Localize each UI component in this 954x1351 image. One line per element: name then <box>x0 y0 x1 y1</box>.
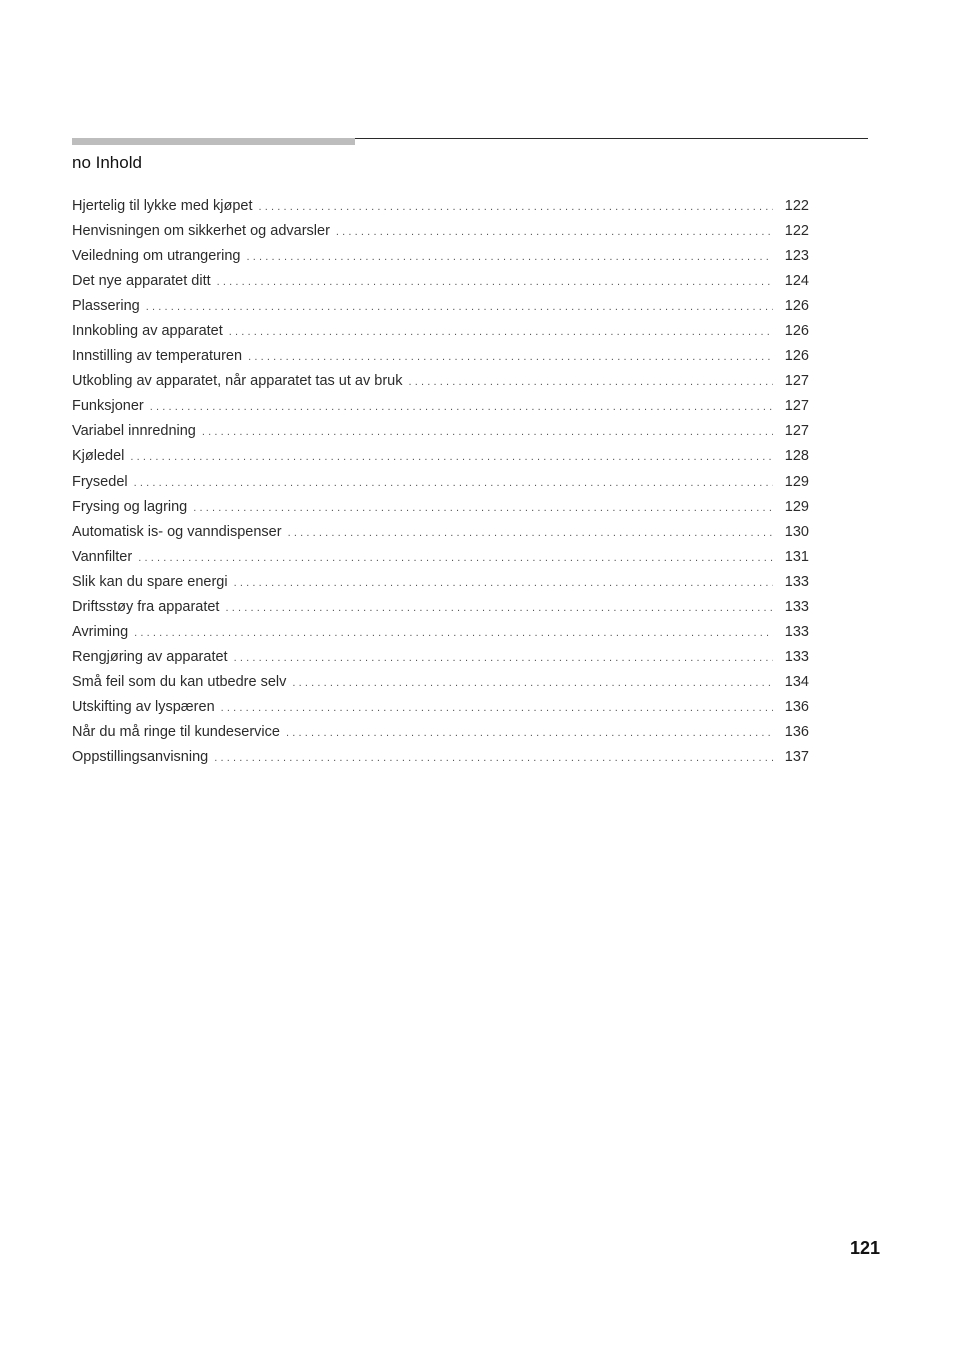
page-number: 121 <box>849 1238 880 1258</box>
toc-entry[interactable] <box>72 520 809 545</box>
toc-entry[interactable] <box>72 745 809 770</box>
toc-entry-title: Automatisk is- og vanndispenser <box>72 523 282 540</box>
toc-entry-title: Vannfilter <box>72 548 133 565</box>
toc-entry-page: 136 <box>784 723 809 740</box>
toc-entry-page: 122 <box>784 198 809 214</box>
toc-entry[interactable] <box>72 269 809 294</box>
toc-entry-page: 126 <box>784 348 809 365</box>
toc-leader-dots <box>229 320 773 345</box>
toc-entry[interactable] <box>72 470 809 495</box>
toc-entry-title: Innstilling av temperaturen <box>72 348 243 365</box>
toc-entry-page: 127 <box>784 398 809 415</box>
toc-entry[interactable] <box>72 294 809 319</box>
toc-entry-title: Kjøledel <box>72 448 125 465</box>
toc-entry[interactable] <box>72 495 809 520</box>
toc-entry-page: 130 <box>784 523 809 540</box>
toc-leader-dots <box>134 621 773 646</box>
toc-entry-page: 134 <box>784 673 809 690</box>
toc-leader-dots <box>202 420 773 445</box>
toc-entry-page: 129 <box>784 473 809 490</box>
toc-entry-page: 133 <box>784 648 809 665</box>
toc-leader-dots <box>292 671 773 696</box>
toc-entry-title: Slik kan du spare energi <box>72 573 228 590</box>
toc-leader-dots <box>259 195 774 220</box>
toc-entry-page: 133 <box>784 623 809 640</box>
toc-entry-title: Oppstillingsanvisning <box>72 749 209 766</box>
toc-leader-dots <box>134 471 773 496</box>
toc-entry[interactable] <box>72 194 809 219</box>
toc-leader-dots <box>225 596 773 621</box>
toc-leader-dots <box>146 295 773 320</box>
toc-leader-dots <box>234 571 773 596</box>
toc-entry-page: 127 <box>784 423 809 440</box>
toc-entry-title: Plassering <box>72 298 140 315</box>
header-accent-bar <box>72 138 355 145</box>
toc-leader-dots <box>286 721 773 746</box>
toc-entry-page: 129 <box>784 498 809 515</box>
toc-leader-dots <box>193 496 773 521</box>
toc-entry[interactable] <box>72 394 809 419</box>
toc-leader-dots <box>130 445 773 470</box>
page-title: no Inhold <box>72 153 142 172</box>
toc-entry-title: Veiledning om utrangering <box>72 248 241 265</box>
toc-entry[interactable] <box>72 344 809 369</box>
toc-leader-dots <box>217 270 773 295</box>
toc-entry-title: Utkobling av apparatet, når apparatet tas ut av bruk <box>72 373 403 390</box>
toc-entry-page: 122 <box>784 223 809 240</box>
toc-leader-dots <box>138 546 773 571</box>
toc-entry-page: 137 <box>784 749 809 766</box>
toc-entry-page: 133 <box>784 598 809 615</box>
toc-entry-title: Utskifting av lyspæren <box>72 698 215 715</box>
toc-entry-title: Avriming <box>72 623 129 640</box>
toc-entry[interactable] <box>72 219 809 244</box>
toc-entry-title: Når du må ringe til kundeservice <box>72 723 280 740</box>
toc-entry[interactable] <box>72 620 809 645</box>
toc-entry-title: Funksjoner <box>72 398 144 415</box>
toc-entry[interactable] <box>72 670 809 695</box>
toc-leader-dots <box>221 696 773 721</box>
toc-entry[interactable] <box>72 570 809 595</box>
toc-leader-dots <box>246 245 773 270</box>
toc-entry-page: 123 <box>784 248 809 265</box>
toc-entry[interactable] <box>72 720 809 745</box>
toc-entry-title: Små feil som du kan utbedre selv <box>72 673 287 690</box>
toc-entry[interactable] <box>72 695 809 720</box>
toc-leader-dots <box>288 521 773 546</box>
toc-leader-dots <box>214 746 773 771</box>
table-of-contents <box>72 194 809 770</box>
toc-entry-page: 127 <box>784 373 809 390</box>
toc-entry-page: 131 <box>784 548 809 565</box>
toc-entry[interactable] <box>72 444 809 469</box>
toc-entry[interactable] <box>72 369 809 394</box>
toc-entry-title: Frysing og lagring <box>72 498 188 515</box>
toc-entry[interactable] <box>72 645 809 670</box>
toc-entry-title: Hjertelig til lykke med kjøpet <box>72 198 253 214</box>
toc-entry-page: 128 <box>784 448 809 465</box>
toc-leader-dots <box>408 370 773 395</box>
toc-entry[interactable] <box>72 244 809 269</box>
toc-entry-title: Frysedel <box>72 473 128 490</box>
toc-entry-page: 126 <box>784 298 809 315</box>
toc-entry[interactable] <box>72 545 809 570</box>
toc-entry[interactable] <box>72 595 809 620</box>
toc-entry-title: Det nye apparatet ditt <box>72 273 211 290</box>
toc-entry-title: Henvisningen om sikkerhet og advarsler <box>72 223 330 240</box>
toc-leader-dots <box>248 345 773 370</box>
toc-entry-title: Rengjøring av apparatet <box>72 648 228 665</box>
toc-entry-title: Driftsstøy fra apparatet <box>72 598 220 615</box>
toc-leader-dots <box>234 646 773 671</box>
toc-entry-page: 133 <box>784 573 809 590</box>
toc-entry-page: 124 <box>784 273 809 290</box>
toc-entry-title: Innkobling av apparatet <box>72 323 223 340</box>
toc-entry-page: 136 <box>784 698 809 715</box>
toc-entry-page: 126 <box>784 323 809 340</box>
toc-leader-dots <box>150 395 773 420</box>
toc-entry[interactable] <box>72 419 809 444</box>
toc-entry-title: Variabel innredning <box>72 423 196 440</box>
toc-entry[interactable] <box>72 319 809 344</box>
toc-leader-dots <box>336 220 773 245</box>
